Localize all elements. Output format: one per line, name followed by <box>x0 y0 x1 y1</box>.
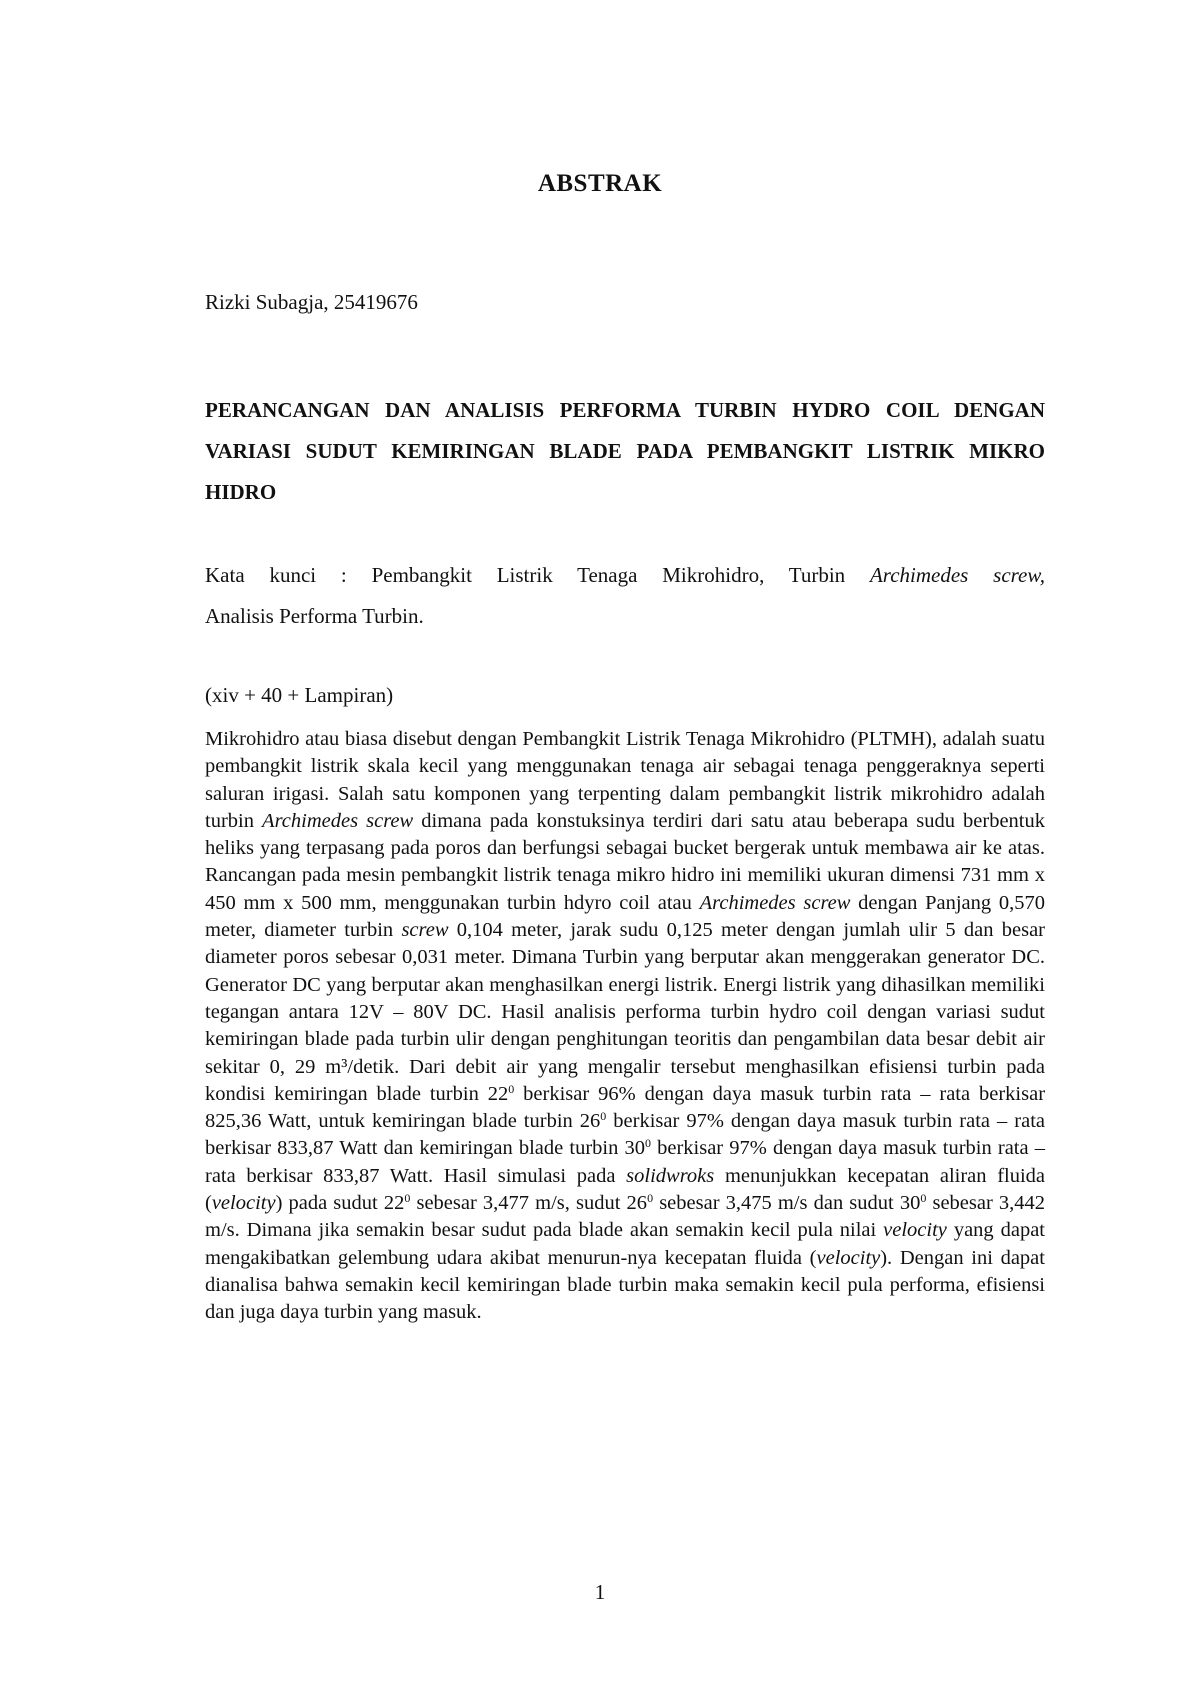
abstract-text: sebesar 3,442 m/s. Dimana jika semakin besar sudut pada blade akan semakin kecil pula nilai <box>205 1192 1046 1242</box>
abstract-paragraph <box>205 726 1045 1327</box>
abstract-text: menunjukkan kecepatan aliran fluida ( <box>205 1164 1046 1215</box>
keywords-italic-term: Archimedes screw, <box>869 563 1046 587</box>
abstract-text: 0,104 meter, jarak sudu 0,125 meter dengan jumlah ulir 5 dan besar diameter poros sebesar 0,031 meter. Dimana Turbin yang berputar akan menggerakan generator DC. Generator DC yang berputar akan menghasilkan energi listrik. Energi listrik yang dihasilkan memiliki tegangan antara 12V – 80V DC. Hasil analisis performa turbin hydro coil dengan variasi sudut kemiringan blade pada turbin ulir dengan penghitungan teoritis dan pengambilan data besar debit air sekitar 0, 29 m³/detik. Dari debit air yang mengalir tersebut menghasilkan efisiensi turbin pada kondisi kemiringan blade turbin 22 <box>205 919 1045 1105</box>
abstract-italic: velocity <box>816 1246 881 1269</box>
thesis-title: PERANCANGAN DAN ANALISIS PERFORMA TURBIN HYDRO COIL DENGAN VARIASI SUDUT KEMIRINGAN BLADE PADA PEMBANGKIT LISTRIK MIKRO HIDRO <box>205 398 1045 504</box>
degree-superscript: 0 <box>404 1191 411 1206</box>
abstract-text: dengan Panjang 0,570 meter, diameter turbin <box>205 891 1045 942</box>
keywords-line-2: Analisis Performa Turbin. <box>205 604 424 628</box>
keywords-line-1 <box>205 555 1045 596</box>
keywords-label: Kata kunci <box>205 563 317 587</box>
degree-superscript: 0 <box>647 1191 654 1206</box>
abstract-text: berkisar 97% dengan daya masuk turbin rata – rata berkisar 833,87 Watt dan kemiringan blade turbin 30 <box>205 1110 1046 1160</box>
abstract-text: dimana pada konstuksinya terdiri dari satu atau beberapa sudu berbentuk heliks yang terpasang pada poros dan berfungsi sebagai bucket bergerak untuk membawa air ke atas. Rancangan pada mesin pembangkit listrik tenaga mikro hidro ini memiliki ukuran dimensi 731 mm x 450 mm x 500 mm, menggunakan turbin hdyro coil atau <box>205 809 1045 914</box>
abstract-italic: screw <box>401 919 449 942</box>
abstract-italic: Archimedes screw <box>262 809 414 832</box>
abstract-text: berkisar 97% dengan daya masuk turbin rata – rata berkisar 833,87 Watt. Hasil simulasi pada <box>205 1137 1045 1187</box>
abstract-text: sebesar 3,475 m/s dan sudut 30 <box>659 1192 921 1215</box>
pages-info: (xiv + 40 + Lampiran) <box>205 683 394 707</box>
abstract-italic: solidwroks <box>626 1164 715 1187</box>
abstract-text: ) pada sudut 22 <box>275 1192 405 1215</box>
abstract-italic: Archimedes screw <box>699 891 851 914</box>
keywords-text: Pembangkit Listrik Tenaga Mikrohidro, Turbin <box>371 563 846 587</box>
abstract-text: sebesar 3,477 m/s, sudut 26 <box>416 1192 648 1215</box>
abstract-italic: velocity <box>883 1219 947 1242</box>
keywords-separator: : <box>340 563 347 587</box>
page-heading: ABSTRAK <box>537 170 663 197</box>
abstract-text: berkisar 96% dengan daya masuk turbin rata – rata berkisar 825,36 Watt, untuk kemiringan blade turbin 26 <box>205 1082 1046 1133</box>
page-number: 1 <box>594 1580 606 1604</box>
abstract-text: Mikrohidro atau biasa disebut dengan Pembangkit Listrik Tenaga Mikrohidro (PLTMH), adalah suatu pembangkit listrik skala kecil yang menggunakan tenaga air sebagai tenaga penggeraknya seperti saluran irigasi. Salah satu komponen yang terpenting dalam pembangkit listrik mikrohidro adalah turbin <box>205 728 1045 832</box>
author-line: Rizki Subagja, 25419676 <box>205 290 418 314</box>
degree-superscript: 0 <box>920 1191 927 1206</box>
abstract-italic: velocity <box>211 1192 276 1215</box>
degree-superscript: 0 <box>644 1136 651 1151</box>
abstract-text: yang dapat mengakibatkan gelembung udara akibat menurun-nya kecepatan fluida ( <box>205 1219 1046 1269</box>
keywords-block <box>205 555 1045 637</box>
degree-superscript: 0 <box>508 1081 515 1096</box>
degree-superscript: 0 <box>600 1109 607 1124</box>
abstract-text: ). Dengan ini dapat dianalisa bahwa semakin kecil kemiringan blade turbin maka semakin kecil pula performa, efisiensi dan juga daya turbin yang masuk. <box>205 1246 1045 1324</box>
